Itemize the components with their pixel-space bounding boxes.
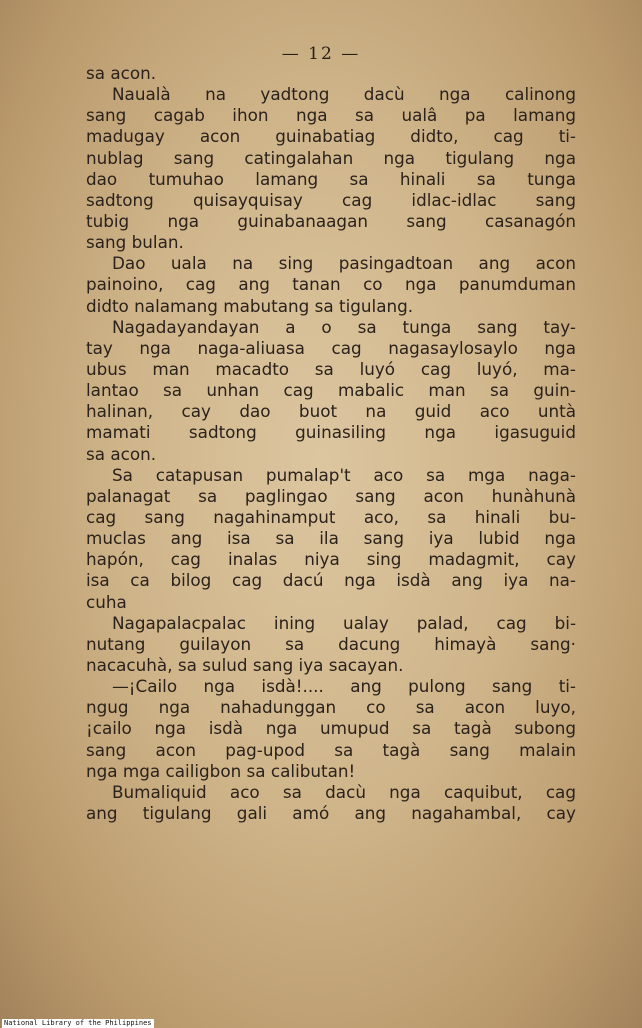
text-line: Dao uala na sing pasingadtoan ang acon (112, 253, 576, 274)
text-line: palanagat sa paglingao sang acon hunàhunà (86, 485, 576, 506)
text-line: sadtong quisayquisay cag idlac-idlac sang (86, 189, 576, 210)
text-line: madugay acon guinabatiag didto, cag ti- (86, 126, 576, 147)
text-line: didto nalamang mabutang sa tigulang. (86, 295, 414, 316)
text-line: sang cagab ihon nga sa ualâ pa lamang (86, 105, 576, 126)
text-line: ubus man macadto sa luyó cag luyó, ma- (86, 358, 576, 379)
text-line: tay nga naga-aliuasa cag nagasaylosaylo nga (86, 337, 576, 358)
text-line: ang tigulang gali amó ang nagahambal, cay (86, 802, 576, 823)
library-credit: National Library of the Philippines (4, 1019, 152, 1027)
text-line: Bumaliquid aco sa dacù nga caquibut, cag (112, 781, 576, 802)
text-line: —¡Cailo nga isdà!.... ang pulong sang ti- (112, 676, 576, 697)
text-line: isa ca bilog cag dacú nga isdà ang iya na- (86, 570, 576, 591)
text-line: nublag sang catingalahan nga tigulang nga (86, 147, 576, 168)
text-line: nga mga cailigbon sa calibutan! (86, 760, 356, 781)
text-line: nacacuhà, sa sulud sang iya sacayan. (86, 654, 404, 675)
text-line: sa acon. (86, 443, 157, 464)
text-line: cuha (86, 591, 127, 612)
text-line: Naualà na yadtong dacù nga calinong (112, 84, 576, 105)
text-line: dao tumuhao lamang sa hinali sa tunga (86, 168, 576, 189)
text-line: nutang guilayon sa dacung himayà sang· (86, 633, 576, 654)
text-line: sang acon pag-upod sa tagà sang malain (86, 739, 576, 760)
text-line: halinan, cay dao buot na guid aco untà (86, 401, 576, 422)
text-line: lantao sa unhan cag mabalic man sa guin- (86, 380, 576, 401)
text-line: Sa catapusan pumalap't aco sa mga naga- (112, 464, 576, 485)
text-line: ¡cailo nga isdà nga umupud sa tagà subong (86, 718, 576, 739)
text-line: painoino, cag ang tanan co nga panumduman (86, 274, 576, 295)
text-line: sang bulan. (86, 232, 184, 253)
body-text (86, 63, 576, 824)
text-line: Nagapalacpalac ining ualay palad, cag bi- (112, 612, 576, 633)
page-number: — 12 — (281, 44, 361, 64)
text-line: cag sang nagahinamput aco, sa hinali bu- (86, 506, 576, 527)
text-line: Nagadayandayan a o sa tunga sang tay- (112, 316, 576, 337)
text-line: muclas ang isa sa ila sang iya lubid nga (86, 528, 576, 549)
text-line: ngug nga nahadunggan co sa acon luyo, (86, 697, 576, 718)
text-line: hapón, cag inalas niya sing madagmit, cay (86, 549, 576, 570)
text-line: sa acon. (86, 63, 157, 83)
text-line: tubig nga guinabanaagan sang casanagón (86, 210, 576, 231)
text-line: mamati sadtong guinasiling nga igasuguid (86, 422, 576, 443)
